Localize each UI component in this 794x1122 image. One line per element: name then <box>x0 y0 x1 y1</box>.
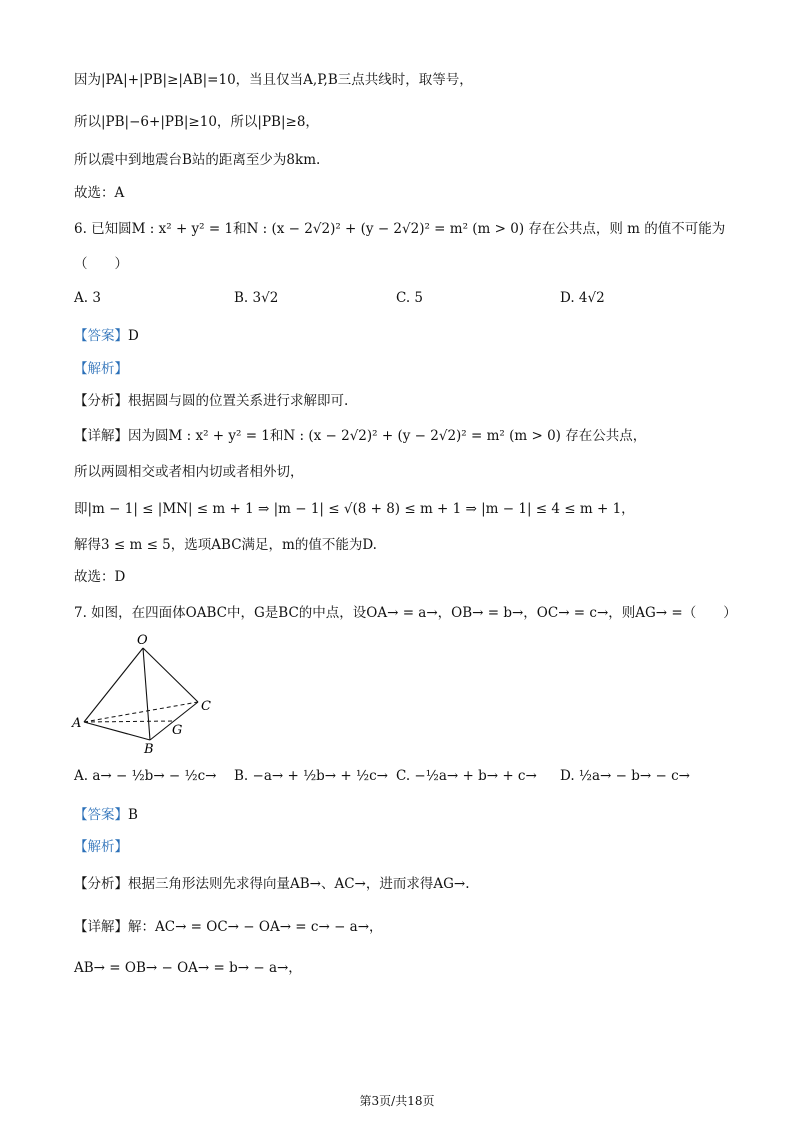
edge-ab <box>84 722 150 740</box>
tetrahedron-figure <box>70 630 220 755</box>
option-b: B. 3√2 <box>234 290 279 306</box>
edge-ac <box>84 702 198 722</box>
answer-6 <box>74 326 139 346</box>
text-line: 因为|PA|+|PB|≥|AB|=10，当且仅当A,P,B三点共线时，取等号， <box>74 72 473 88</box>
label-g: G <box>172 723 183 738</box>
label-o: O <box>137 633 148 648</box>
text-line: AB→ = OB→ − OA→ = b→ − a→， <box>74 960 302 976</box>
text-line: 所以|PB|−6+|PB|≥10，所以|PB|≥8， <box>74 114 319 130</box>
analysis-summary: 【分析】根据圆与圆的位置关系进行求解即可. <box>74 393 349 409</box>
answer-value: B <box>128 807 138 823</box>
analysis-summary: 【分析】根据三角形法则先求得向量AB→、AC→，进而求得AG→. <box>74 876 470 892</box>
question-7: 7. 如图，在四面体OABC中，G是BC的中点，设OA→ = a→，OB→ = b→，OC→ = c→，则AG→ =（ ） <box>74 605 737 621</box>
edge-oc <box>143 648 198 702</box>
text-line: 所以震中到地震台B站的距离至少为8km. <box>74 152 321 168</box>
answer-7 <box>74 805 138 825</box>
option-c: C. 5 <box>396 290 424 306</box>
label-a: A <box>72 716 82 731</box>
text-line: 故选：A <box>74 185 125 201</box>
text-line: 所以两圆相交或者相内切或者相外切， <box>74 464 304 480</box>
edge-ob <box>143 648 150 740</box>
option-d: D. ½a→ − b→ − c→ <box>560 768 690 784</box>
option-b: B. −a→ + ½b→ + ½c→ <box>234 768 388 784</box>
page-footer: 第3页/共18页 <box>359 1094 435 1108</box>
analysis-label: 【解析】 <box>74 839 128 855</box>
label-c: C <box>201 699 211 714</box>
question-7-options <box>74 768 714 790</box>
analysis-label: 【解析】 <box>74 361 128 377</box>
segment-ag <box>84 721 174 722</box>
answer-label: 【答案】 <box>74 807 128 823</box>
option-a: A. 3 <box>74 290 101 306</box>
question-6-options <box>74 290 714 312</box>
text-line: 即|m − 1| ≤ |MN| ≤ m + 1 ⇒ |m − 1| ≤ √(8 + 8) ≤ m + 1 ⇒ |m − 1| ≤ 4 ≤ m + 1， <box>74 501 635 517</box>
option-a: A. a→ − ½b→ − ½c→ <box>74 768 217 784</box>
text-line: 故选：D <box>74 569 126 585</box>
option-d: D. 4√2 <box>560 290 605 306</box>
edge-oa <box>84 648 143 722</box>
text-line: 解得3 ≤ m ≤ 5，选项ABC满足，m的值不能为D. <box>74 537 377 553</box>
detailed-solution: 【详解】因为圆M : x² + y² = 1和N : (x − 2√2)² + (y − 2√2)² = m² (m > 0) 存在公共点， <box>74 428 647 444</box>
detailed-solution: 【详解】解：AC→ = OC→ − OA→ = c→ − a→， <box>74 919 383 935</box>
question-6: 6. 已知圆M : x² + y² = 1和N : (x − 2√2)² + (y − 2√2)² = m² (m > 0) 存在公共点，则 m 的值不可能为 <box>74 221 726 237</box>
answer-label: 【答案】 <box>74 328 128 344</box>
label-b: B <box>144 742 154 755</box>
answer-value: D <box>128 328 139 344</box>
question-6-paren: （ ） <box>74 256 128 272</box>
tetrahedron-diagram <box>70 630 220 755</box>
option-c: C. −½a→ + b→ + c→ <box>396 768 537 784</box>
